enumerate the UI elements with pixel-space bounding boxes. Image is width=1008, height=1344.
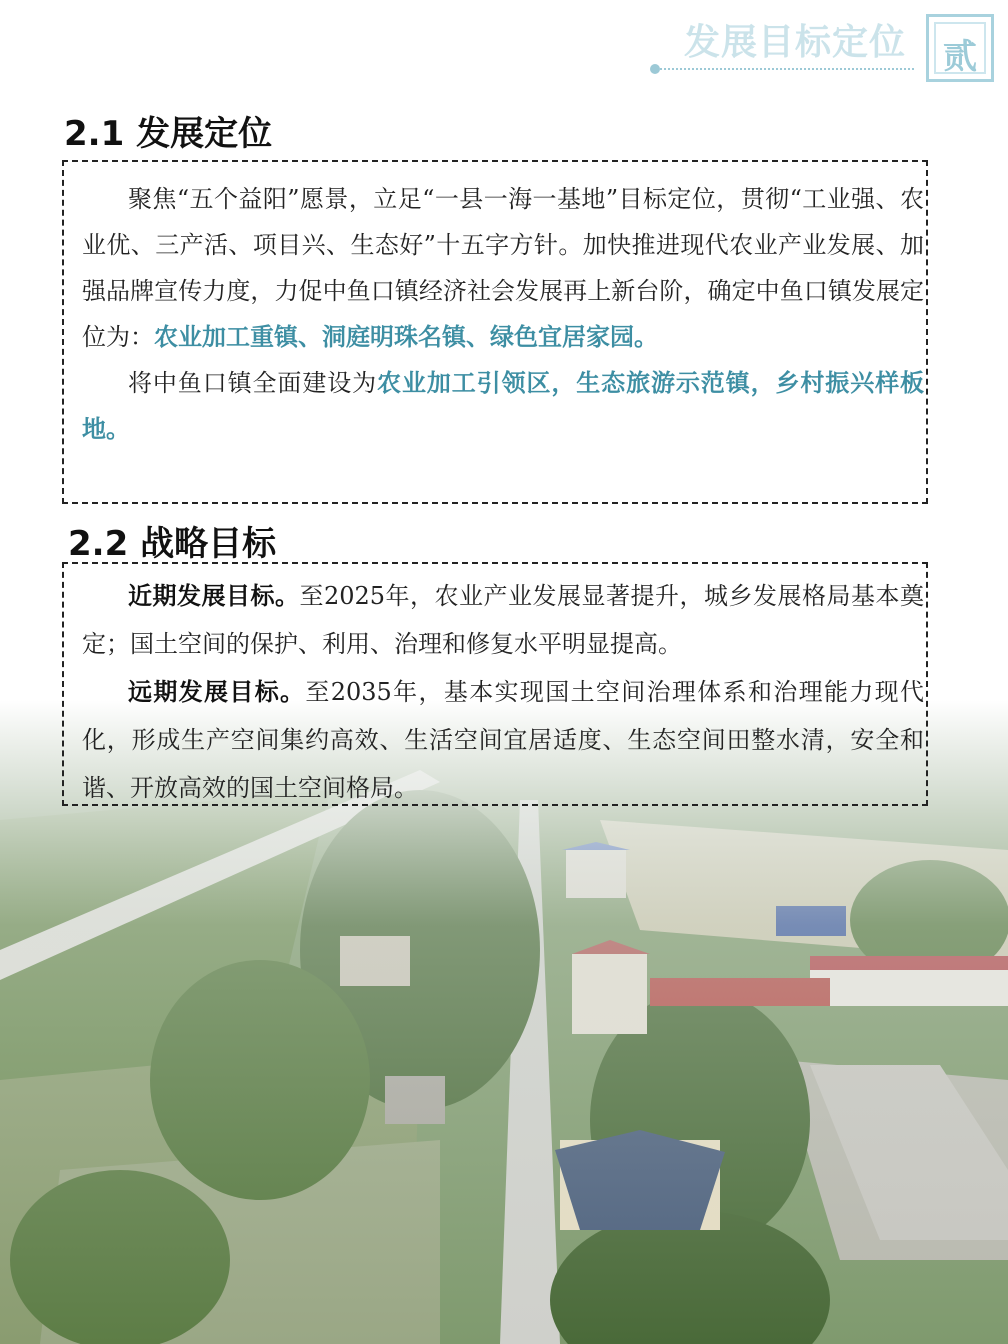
paragraph-text: 将中鱼口镇全面建设为 — [128, 369, 378, 397]
paragraph-text: 至2035年，基本实现国土空间治理体系和治理能力现代化，形成生产空间集约高效、生活空间宜居适度、生态空间田整水清，安全和谐、开放高效的国土空间格局。 — [82, 678, 925, 802]
positioning-highlight: 农业加工重镇、洞庭明珠名镇、绿色宜居家园。 — [154, 323, 658, 351]
near-term-goal-lead: 近期发展目标。 — [128, 582, 300, 610]
chapter-title: 发展目标定位 — [683, 22, 906, 63]
chapter-number: 贰 — [943, 37, 977, 77]
near-term-goal-paragraph — [82, 572, 924, 668]
section-heading-positioning: 2.1 发展定位 — [64, 114, 273, 154]
long-term-goal-paragraph — [82, 668, 924, 812]
positioning-highlight: 农业加工引领区，生态旅游示范镇，乡村振兴样板地。 — [82, 369, 925, 443]
goals-box — [62, 562, 928, 806]
section-heading-goals: 2.2 战略目标 — [68, 524, 277, 564]
header-dotted-rule — [652, 68, 914, 70]
long-term-goal-lead: 远期发展目标。 — [128, 678, 306, 706]
positioning-paragraph-1 — [82, 176, 924, 360]
positioning-paragraph-2 — [82, 360, 924, 452]
paragraph-text: 聚焦“五个益阳”愿景，立足“一县一海一基地”目标定位，贯彻“工业强、农业优、三产活、项目兴、生态好”十五字方针。加快推进现代农业产业发展、加强品牌宣传力度，力促中鱼口镇经济社会发展再上新台阶，确定中鱼口镇发展定位为： — [82, 185, 924, 351]
paragraph-text: 至2025年，农业产业发展显著提升，城乡发展格局基本奠定；国土空间的保护、利用、治理和修复水平明显提高。 — [82, 582, 925, 658]
chapter-number-badge — [926, 14, 994, 82]
positioning-box — [62, 160, 928, 504]
